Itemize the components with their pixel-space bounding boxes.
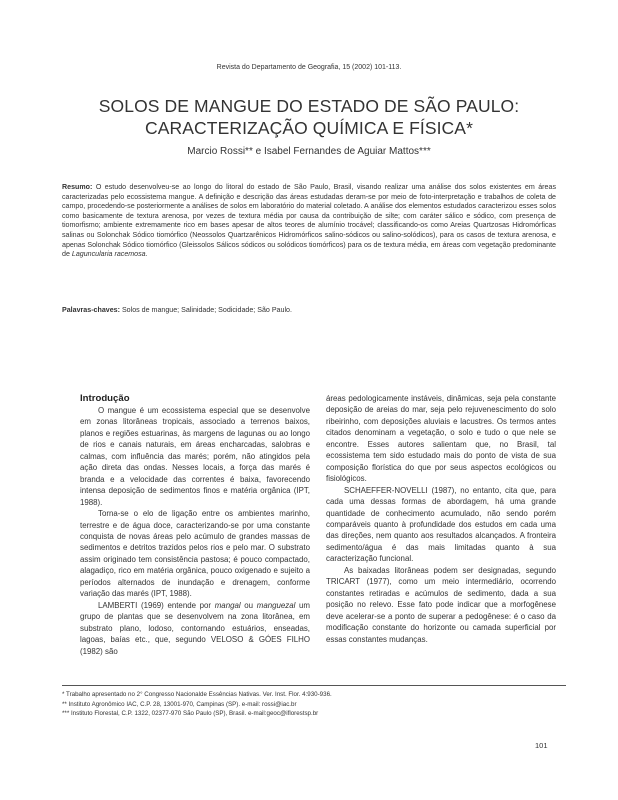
italic-term: manguezal [256, 600, 296, 610]
footnote-2: ** Instituto Agronômico IAC, C.P. 28, 13001-970, Campinas (SP). e-mail: rossi@iac.br [62, 700, 297, 708]
section-heading: Introdução [80, 393, 130, 404]
text-run: ou [240, 600, 257, 610]
footnote-3: *** Instituto Florestal, C.P. 1322, 02377-970 São Paulo (SP), Brasil. e-mail:geoc@iflorestsp.br [62, 710, 319, 718]
paper-title [60, 95, 558, 139]
paragraph: áreas pedologicamente instáveis, dinâmicas, seja pela constante deposição de areias do mar, seja pelo rejuvenescimento do solo ribeirinho, com deposições aluviais e lacustres. Os termos antes citados denominam a vegetação, o solo e tudo o que nele se encontre. Esses autores salientam que, no Brasil, tal ecossistema tem sido estudado mais do ponto de vista de sua composição florística do que por seus aspectos ecológicos ou fisiológicos. [326, 394, 556, 484]
title-line-1: SOLOS DE MANGUE DO ESTADO DE SÃO PAULO: [98, 96, 520, 116]
footnote-divider [62, 685, 566, 686]
paragraph: As baixadas litorâneas podem ser designadas, segundo TRICART (1977), como um meio intermediário, ocorrendo constantes retiradas e acúmulos de sedimento, dada a sua posição no relevo. Esse fato pode indicar que a morfogênese deve acelerar-se a ponto de superar a pedogênese: é o caso da modificação constante do horizonte ou camada superficial por essas constantes mudanças. [326, 565, 556, 644]
abstract [62, 183, 556, 260]
keywords-text: Solos de mangue; Salinidade; Sodicidade; São Paulo. [119, 306, 292, 314]
abstract-label: Resumo: [62, 183, 93, 191]
left-column [80, 393, 310, 657]
text-run: LAMBERTI (1969) entende por [98, 600, 215, 610]
paragraph: O mangue é um ecossistema especial que se desenvolve em zonas litorâneas tropicais, associado a terrenos baixos, planos e regiões estuarinas, às margens de lagunas ou ao longo de rios e canais naturais, em áreas encharcadas, salobras e calmas, com influência das marés; porém, não atingidos pela ação direta das ondas. Nesses locais, a força das marés é branda e a velocidade das correntes é baixa, favorecendo intensa deposição de sedimentos finos e matéria orgânica (IPT, 1988). [80, 406, 310, 507]
paragraph [80, 600, 310, 657]
italic-term: mangal [214, 600, 241, 610]
text-run: um grupo de plantas que se desenvolvem na zona litorânea, em substrato plano, lodoso, contornando estuários, enseadas, lagoas, baías etc., que, segundo VELOSO & GÓES FILHO (1982) são [80, 600, 310, 656]
abstract-text: O estudo desenvolveu-se ao longo do litoral do estado de São Paulo, Brasil, visando realizar uma análise dos solos existentes em áreas caracterizadas pelo ecossistema mangue. A definição e descrição das áreas estudadas deram-se por meio de foto-interpretação e trabalhos de coleta de campo, procedendo-se posteriormente a análises de solos em laboratório do material coletado. A análise dos elementos estudados caracterizou esses solos como basicamente de textura arenosa, por vezes de textura média por causa da contribuição de silte; com caráter sálico e sódico, com presença de tiomorfismo; ambiente extremamente rico em bases apesar de altos teores de alumínio trocável; classificando-os como Areias Quartzosas Hidromórficas salinas ou Solonchak Sódico tiomórfico (Neossolos Quartzarênicos Hidromórficos salino-sódicos ou salino-solódicos), para os casos de textura arenosa, e apenas Solonchak Sódico tiomórfico (Gleissolos Sálicos sódicos ou solódicos tiomórficos) para os de textura média, em áreas com vegetação predominante de [62, 183, 556, 259]
keywords-label: Palavras-chaves: [62, 306, 120, 314]
footnotes [62, 690, 562, 719]
footnote-1: * Trabalho apresentado no 2° Congresso Nacionalde Essências Nativas. Ver. Inst. Flor. 4:930-936. [62, 691, 332, 698]
page-number: 101 [535, 741, 548, 750]
keywords [62, 306, 556, 316]
abstract-text-end: . [145, 250, 148, 259]
authors: Marcio Rossi** e Isabel Fernandes de Aguiar Mattos*** [187, 146, 431, 157]
title-line-2: CARACTERIZAÇÃO QUÍMICA E FÍSICA* [145, 118, 473, 138]
right-column [326, 393, 556, 645]
paragraph: SCHAEFFER-NOVELLI (1987), no entanto, cita que, para cada uma dessas formas de abordagem, há uma grande quantidade de conhecimento acumulado, não sendo porém comparáveis quanto à profundidade dos estudos em cada uma das direções, nem quanto aos resultados alcançados. A fronteira sedimento/água é das mais limitadas quanto à sua caracterização funcional. [326, 485, 556, 564]
journal-citation: Revista do Departamento de Geografia, 15 (2002) 101-113. [216, 64, 402, 71]
abstract-species: Laguncularia racemosa [71, 250, 146, 259]
paragraph: Torna-se o elo de ligação entre os ambientes marinho, terrestre e de água doce, caracterizando-se por uma constante conquista de novas áreas pelo acúmulo de grandes massas de sedimentos e detritos trazidos pelos rios e pelo mar. O substrato assim originado tem consistência pastosa; é pouco compactado, alagadiço, rico em matéria orgânica, pouco oxigenado e sujeito a períodos alternados de inundação e drenagem, conforme variação das marés (IPT, 1988). [80, 509, 310, 599]
